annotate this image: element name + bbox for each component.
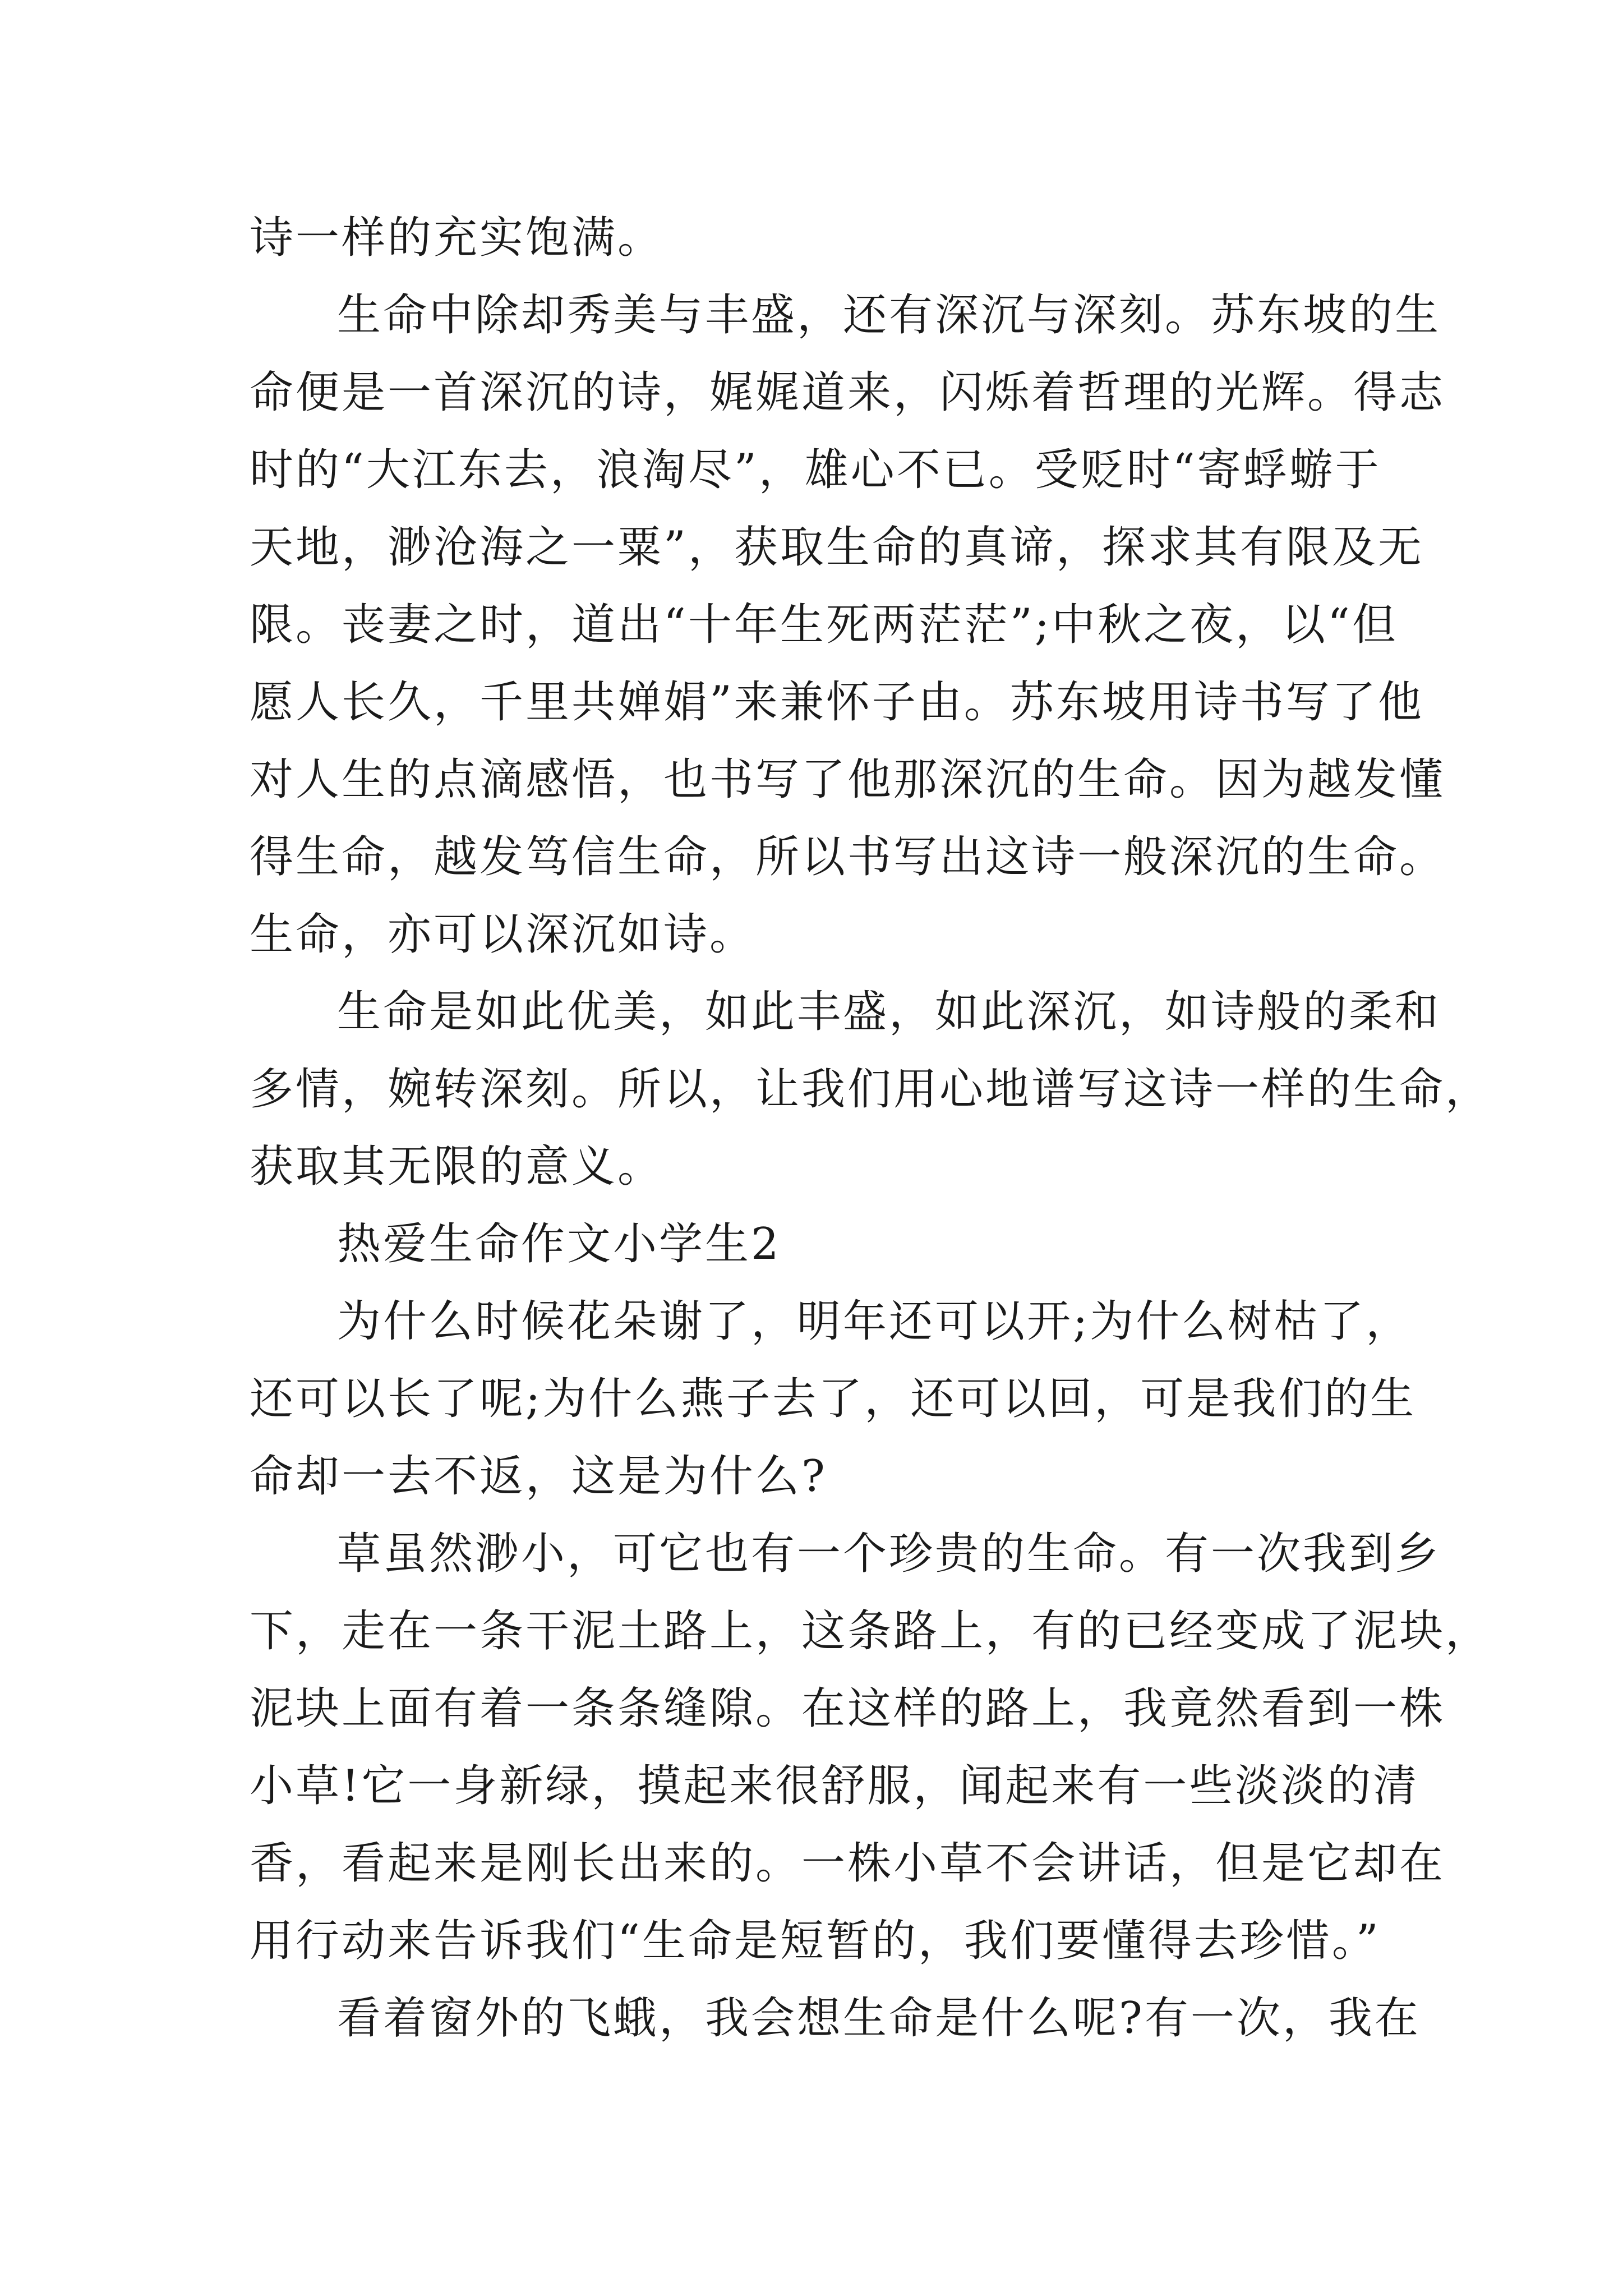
text-line: 小草!它一身新绿，摸起来很舒服，闻起来有一些淡淡的清: [250, 1761, 1419, 1811]
text-line: 命却一去不返，这是为什么?: [250, 1451, 827, 1502]
text-line: 草虽然渺小，可它也有一个珍贵的生命。有一次我到乡: [337, 1529, 1441, 1579]
text-line: 泥块上面有着一条条缝隙。在这样的路上，我竟然看到一株: [250, 1683, 1446, 1734]
text-line: 多情，婉转深刻。所以，让我们用心地谱写这诗一样的生命，: [250, 1064, 1492, 1115]
text-line: 愿人长久，千里共婵娟”来兼怀子由。苏东坡用诗书写了他: [250, 677, 1424, 728]
text-line: 用行动来告诉我们“生命是短暂的，我们要懂得去珍惜。”: [250, 1916, 1381, 1966]
text-line: 诗一样的充实饱满。: [250, 213, 664, 263]
text-line: 获取其无限的意义。: [250, 1142, 664, 1192]
text-line: 为什么时候花朵谢了，明年还可以开;为什么树枯了，: [337, 1296, 1412, 1347]
text-line: 天地，渺沧海之一粟”，获取生命的真谛，探求其有限及无: [250, 522, 1424, 573]
document-body: [250, 199, 1492, 2057]
text-line: 生命是如此优美，如此丰盛，如此深沉，如诗般的柔和: [337, 987, 1441, 1037]
text-line: 命便是一首深沉的诗，娓娓道来，闪烁着哲理的光辉。得志: [250, 367, 1446, 418]
text-line: 对人生的点滴感悟，也书写了他那深沉的生命。因为越发懂: [250, 754, 1446, 805]
text-line: 生命，亦可以深沉如诗。: [250, 909, 756, 960]
text-line: 得生命，越发笃信生命，所以书写出这诗一般深沉的生命。: [250, 832, 1446, 882]
text-line: 时的“大江东去，浪淘尽”，雄心不已。受贬时“寄蜉蝣于: [250, 445, 1381, 495]
text-line: 限。丧妻之时，道出“十年生死两茫茫”;中秋之夜，以“但: [250, 600, 1398, 650]
text-line: 还可以长了呢;为什么燕子去了，还可以回，可是我们的生: [250, 1374, 1417, 1424]
text-line: 生命中除却秀美与丰盛，还有深沉与深刻。苏东坡的生: [337, 290, 1441, 341]
text-line: 香，看起来是刚长出来的。一株小草不会讲话，但是它却在: [250, 1838, 1446, 1889]
text-line: 下，走在一条干泥土路上，这条路上，有的已经变成了泥块，: [250, 1606, 1492, 1657]
text-line: 看着窗外的飞蛾，我会想生命是什么呢?有一次，我在: [337, 1993, 1421, 2044]
section-heading: 热爱生命作文小学生2: [337, 1219, 781, 1269]
